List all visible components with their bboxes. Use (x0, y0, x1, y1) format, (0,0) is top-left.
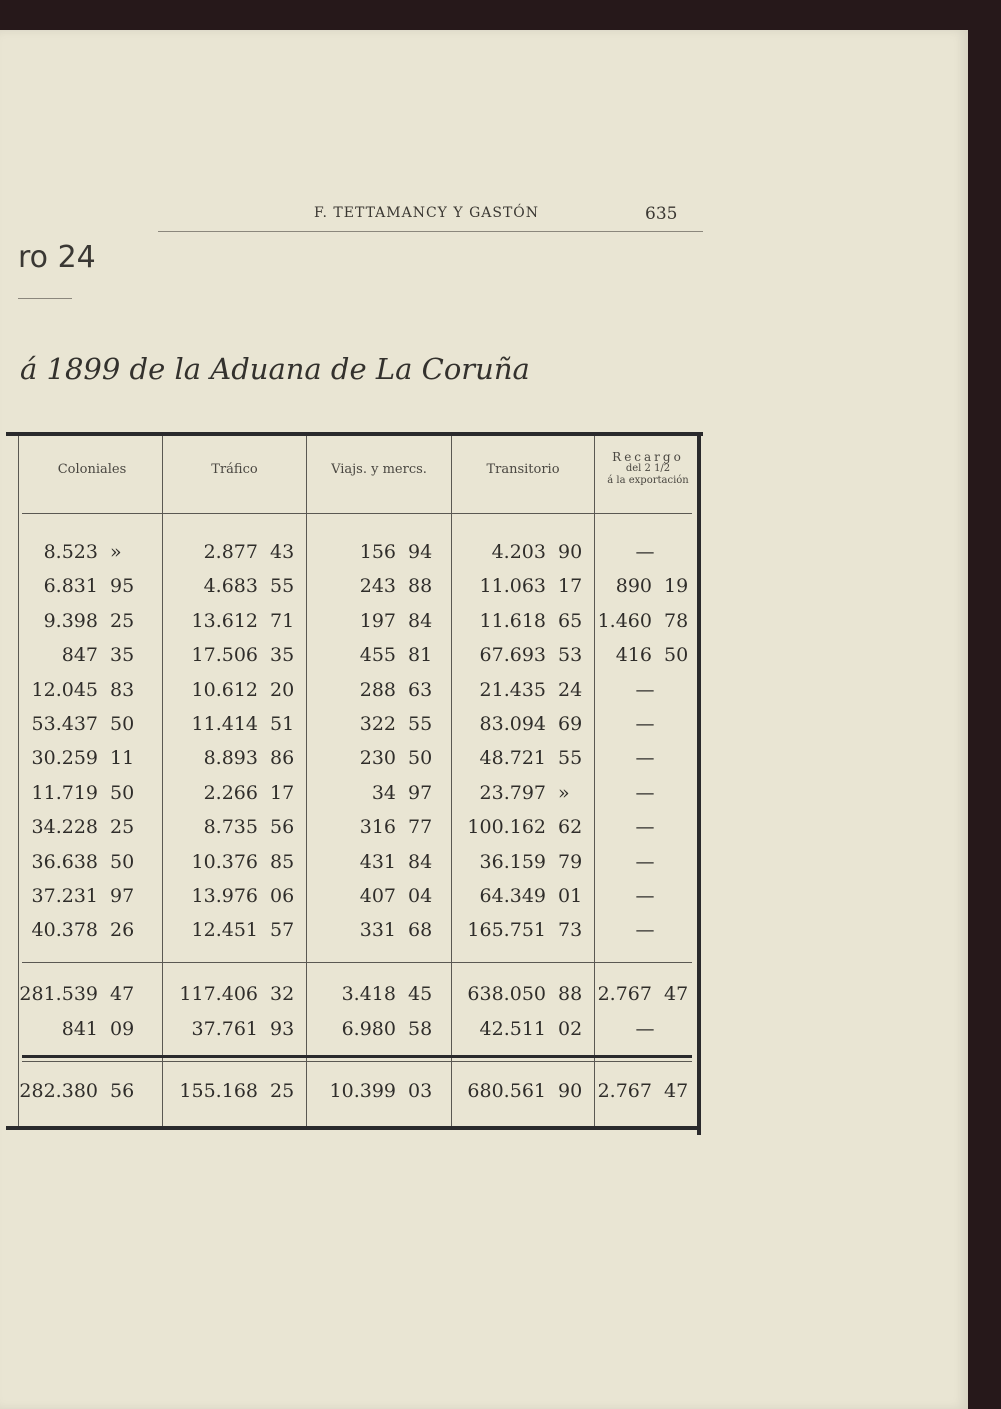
value-units: 64.349 (479, 885, 546, 907)
table-row-cell (456, 541, 588, 563)
value-units: 4.203 (491, 541, 546, 563)
column-header-trafico: Tráfico (211, 462, 258, 477)
value-units: 53.437 (31, 713, 98, 735)
table-row-dash: — (635, 747, 655, 770)
table-row-dash: — (635, 678, 655, 701)
table-row-cell (306, 713, 438, 735)
value-cents: 25 (270, 1080, 295, 1102)
table-row-cell (8, 851, 140, 873)
value-units: 431 (359, 850, 396, 873)
table-row-cell (168, 644, 300, 666)
value-units: 83.094 (479, 713, 546, 735)
total-row-cell (8, 1080, 140, 1102)
value-cents: 50 (408, 747, 433, 770)
value-units: 155.168 (179, 1080, 258, 1102)
value-cents: 69 (558, 713, 583, 735)
value-cents: 51 (270, 713, 295, 735)
table-row-cell (306, 885, 438, 907)
value-cents: 97 (110, 885, 135, 907)
subtotal-row-cell (168, 1018, 300, 1040)
value-units: 156 (359, 541, 396, 563)
table-row-cell (306, 541, 438, 563)
value-units: 37.231 (31, 885, 98, 907)
value-cents: 79 (558, 850, 583, 873)
value-cents: 06 (270, 885, 295, 907)
value-cents: 94 (408, 541, 433, 563)
value-units: 21.435 (479, 678, 546, 701)
value-cents: 24 (558, 678, 583, 701)
value-units: 841 (61, 1018, 98, 1040)
value-cents: 11 (110, 747, 135, 770)
value-units: 331 (359, 919, 396, 942)
value-units: 407 (359, 885, 396, 907)
table-row-dash: — (635, 850, 655, 873)
value-units: 680.561 (467, 1080, 546, 1102)
value-units: 6.980 (341, 1018, 396, 1040)
table-row-dash: — (635, 885, 655, 907)
value-units: 10.376 (191, 850, 258, 873)
value-cents: 50 (110, 781, 135, 804)
table-row-cell (8, 644, 140, 666)
value-units: 17.506 (191, 644, 258, 667)
title-rule (18, 298, 72, 299)
value-cents: 93 (270, 1018, 295, 1040)
value-cents: 86 (270, 747, 295, 770)
value-units: 1.460 (597, 609, 652, 632)
value-cents: 63 (408, 678, 433, 701)
value-units: 8.893 (203, 747, 258, 770)
value-units: 8.735 (203, 816, 258, 839)
value-units: 11.618 (479, 609, 546, 632)
value-units: 42.511 (479, 1018, 546, 1040)
value-units: 36.159 (479, 850, 546, 873)
table-row-cell (456, 885, 588, 907)
table-row-cell (306, 610, 438, 632)
table-row-cell (562, 644, 694, 666)
table-row-cell (168, 885, 300, 907)
value-cents: » (110, 541, 122, 563)
total-row-cell (306, 1080, 438, 1102)
table-row-cell (562, 610, 694, 632)
value-cents: 88 (408, 575, 433, 598)
value-units: 4.683 (203, 575, 258, 598)
column-divider (594, 436, 595, 1126)
value-units: 282.380 (19, 1080, 98, 1102)
value-cents: 83 (110, 678, 135, 701)
value-cents: 55 (408, 713, 433, 735)
value-units: 2.877 (203, 541, 258, 563)
value-units: 9.398 (43, 609, 98, 632)
value-units: 243 (359, 575, 396, 598)
value-cents: 55 (558, 747, 583, 770)
value-units: 8.523 (43, 541, 98, 563)
table-row-cell (306, 679, 438, 701)
value-units: 30.259 (31, 747, 98, 770)
value-units: 230 (359, 747, 396, 770)
value-cents: 50 (110, 850, 135, 873)
total-double-rule-bottom (22, 1061, 692, 1062)
page-number: 635 (645, 204, 678, 224)
value-cents: 77 (408, 816, 433, 839)
recargo-line-2: del 2 1/2 (625, 463, 671, 474)
value-cents: 45 (408, 983, 433, 1005)
value-units: 416 (615, 644, 652, 667)
value-cents: 20 (270, 678, 295, 701)
value-units: 322 (359, 713, 396, 735)
value-units: 34.228 (31, 816, 98, 839)
value-units: 10.612 (191, 678, 258, 701)
value-units: 12.045 (31, 678, 98, 701)
header-rule (158, 231, 703, 232)
table-row-cell (8, 679, 140, 701)
table-row-cell (8, 919, 140, 941)
value-units: 2.767 (597, 1080, 652, 1102)
value-units: 40.378 (31, 919, 98, 942)
table-row-cell (168, 747, 300, 769)
table-row-cell (306, 919, 438, 941)
table-row-dash: — (635, 713, 655, 735)
value-cents: 25 (110, 609, 135, 632)
table-row-cell (562, 575, 694, 597)
table-row-dash: — (635, 816, 655, 839)
value-cents: 17 (558, 575, 583, 598)
value-cents: 53 (558, 644, 583, 667)
value-units: 13.612 (191, 609, 258, 632)
value-units: 6.831 (43, 575, 98, 598)
table-row-cell (306, 851, 438, 873)
subtotal-row-cell (306, 983, 438, 1005)
recargo-line-1: Recargo (612, 450, 684, 464)
total-double-rule-top (22, 1055, 692, 1058)
value-units: 890 (615, 575, 652, 598)
column-divider (451, 436, 452, 1126)
table-row-cell (306, 816, 438, 838)
table-row-cell (168, 610, 300, 632)
column-header-coloniales: Coloniales (57, 462, 127, 477)
value-cents: 01 (558, 885, 583, 907)
value-units: 288 (359, 678, 396, 701)
table-top-border (6, 432, 703, 436)
value-cents: 55 (270, 575, 295, 598)
value-units: 36.638 (31, 850, 98, 873)
value-cents: 84 (408, 850, 433, 873)
table-row-cell (456, 851, 588, 873)
table-row-cell (168, 575, 300, 597)
table-row-cell (8, 575, 140, 597)
table-row-cell (456, 919, 588, 941)
value-cents: 04 (408, 885, 433, 907)
value-cents: 68 (408, 919, 433, 942)
table-row-cell (168, 713, 300, 735)
subtotal-row-cell (306, 1018, 438, 1040)
total-row-cell (168, 1080, 300, 1102)
table-row-dash: — (635, 919, 655, 942)
table-row-cell (456, 713, 588, 735)
table-row-cell (168, 919, 300, 941)
header-underline (22, 513, 692, 514)
value-cents: 17 (270, 781, 295, 804)
value-cents: 09 (110, 1018, 135, 1040)
value-cents: 50 (664, 644, 689, 667)
value-cents: 25 (110, 816, 135, 839)
value-cents: 78 (664, 609, 689, 632)
column-header-transitorio: Transitorio (486, 462, 560, 477)
value-cents: 90 (558, 1080, 583, 1102)
table-title: á 1899 de la Aduana de La Coruña (20, 352, 530, 386)
table-row-dash: — (635, 781, 655, 804)
running-head: F. TETTAMANCY Y GASTÓN (314, 205, 540, 221)
total-row-cell (562, 1080, 694, 1102)
value-cents: 47 (110, 983, 135, 1005)
table-row-cell (168, 679, 300, 701)
table-row-cell (306, 782, 438, 804)
value-cents: » (558, 781, 570, 804)
value-cents: 32 (270, 983, 295, 1005)
table-row-cell (8, 816, 140, 838)
value-cents: 85 (270, 850, 295, 873)
value-units: 11.414 (191, 713, 258, 735)
value-cents: 02 (558, 1018, 583, 1040)
value-units: 165.751 (467, 919, 546, 942)
value-cents: 35 (270, 644, 295, 667)
subtotal-row-cell (8, 1018, 140, 1040)
value-units: 2.767 (597, 983, 652, 1005)
recargo-line-3: á la exportación (607, 475, 689, 486)
table-row-cell (456, 747, 588, 769)
table-bottom-border (6, 1126, 701, 1130)
value-units: 67.693 (479, 644, 546, 667)
table-row-cell (8, 782, 140, 804)
value-units: 197 (359, 609, 396, 632)
value-units: 12.451 (191, 919, 258, 942)
table-row-cell (8, 885, 140, 907)
value-units: 13.976 (191, 885, 258, 907)
table-row-cell (168, 541, 300, 563)
value-units: 117.406 (179, 983, 258, 1005)
value-units: 100.162 (467, 816, 546, 839)
subtotal-row-cell (168, 983, 300, 1005)
table-row-cell (168, 816, 300, 838)
value-units: 11.063 (479, 575, 546, 598)
value-cents: 50 (110, 713, 135, 735)
value-cents: 57 (270, 919, 295, 942)
value-units: 316 (359, 816, 396, 839)
subtotal-row-cell (8, 983, 140, 1005)
column-header-recargo (596, 451, 700, 487)
table-row-cell (306, 575, 438, 597)
value-cents: 47 (664, 983, 689, 1005)
value-cents: 43 (270, 541, 295, 563)
subtotal-rule (22, 962, 692, 963)
value-units: 34 (371, 781, 396, 804)
value-cents: 62 (558, 816, 583, 839)
value-cents: 26 (110, 919, 135, 942)
table-row-cell (168, 782, 300, 804)
value-units: 48.721 (479, 747, 546, 770)
value-cents: 88 (558, 983, 583, 1005)
table-row-cell (306, 644, 438, 666)
table-row-cell (456, 679, 588, 701)
table-row-cell (456, 816, 588, 838)
value-cents: 97 (408, 781, 433, 804)
value-cents: 84 (408, 609, 433, 632)
value-units: 10.399 (329, 1080, 396, 1102)
value-cents: 35 (110, 644, 135, 667)
subtotal-row-cell (562, 983, 694, 1005)
table-row-cell (168, 851, 300, 873)
table-row-cell (306, 747, 438, 769)
value-units: 11.719 (31, 781, 98, 804)
value-cents: 03 (408, 1080, 433, 1102)
table-number: ro 24 (18, 240, 96, 275)
value-units: 2.266 (203, 781, 258, 804)
subtotal-row-cell (456, 1018, 588, 1040)
value-cents: 19 (664, 575, 689, 598)
value-cents: 65 (558, 609, 583, 632)
value-units: 3.418 (341, 983, 396, 1005)
value-cents: 56 (110, 1080, 135, 1102)
table-row-cell (8, 713, 140, 735)
table-row-cell (8, 541, 140, 563)
value-cents: 58 (408, 1018, 433, 1040)
table-row-cell (8, 610, 140, 632)
subtotal-row-dash: — (635, 1018, 655, 1040)
column-divider (162, 436, 163, 1126)
value-units: 23.797 (479, 781, 546, 804)
value-cents: 95 (110, 575, 135, 598)
table-row-cell (456, 782, 588, 804)
table-row-dash: — (635, 541, 655, 563)
value-cents: 81 (408, 644, 433, 667)
value-cents: 56 (270, 816, 295, 839)
value-units: 847 (61, 644, 98, 667)
value-units: 281.539 (19, 983, 98, 1005)
value-cents: 71 (270, 609, 295, 632)
column-header-viajeros: Viajs. y mercs. (331, 462, 427, 477)
value-units: 638.050 (467, 983, 546, 1005)
table-right-border (697, 432, 701, 1135)
value-units: 455 (359, 644, 396, 667)
value-cents: 73 (558, 919, 583, 942)
value-cents: 47 (664, 1080, 689, 1102)
table-row-cell (8, 747, 140, 769)
value-units: 37.761 (191, 1018, 258, 1040)
value-cents: 90 (558, 541, 583, 563)
